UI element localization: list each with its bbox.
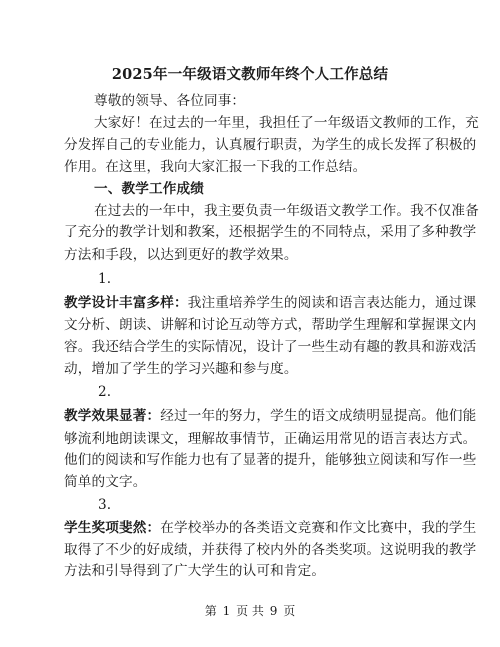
section-body-line-3: 方法和手段，以达到更好的教学效果。 xyxy=(64,246,298,263)
intro-line-2: 分发挥自己的专业能力，认真履行职责，为学生的成长发挥了积极的 xyxy=(64,136,477,153)
item-text: 经过一年的努力，学生的语文成绩明显提高。他们能 xyxy=(160,408,477,425)
footer-page-number: 1 xyxy=(222,604,231,618)
page-footer xyxy=(0,602,500,619)
footer-middle: 页 共 xyxy=(236,604,264,618)
item-line: 简单的文字。 xyxy=(64,473,147,490)
item-line: 文分析、朗读、讲解和讨论互动等方式，帮助学生理解和掌握课文内 xyxy=(64,317,477,334)
intro-line-3: 作用。在这里，我向大家汇报一下我的工作总结。 xyxy=(64,159,367,176)
item-label: 学生奖项斐然： xyxy=(64,520,161,537)
section-heading: 一、教学工作成绩 xyxy=(94,180,204,197)
footer-prefix: 第 xyxy=(204,604,217,618)
item-line: 他们的阅读和写作能力也有了显著的提升，能够独立阅读和写作一些 xyxy=(64,452,477,469)
item-line: 够流利地朗读课文，理解故事情节，正确运用常见的语言表达方式。 xyxy=(64,430,477,447)
footer-total-pages: 9 xyxy=(269,604,278,618)
item-line: 动，增加了学生的学习兴趣和参与度。 xyxy=(64,361,298,378)
item-number: 2. xyxy=(98,384,112,401)
item-line: 容。我还结合学生的实际情况，设计了一些生动有趣的教具和游戏活 xyxy=(64,338,477,355)
item-label: 教学效果显著： xyxy=(64,408,161,425)
section-body-line-1: 在过去的一年中，我主要负责一年级语文教学工作。我不仅准备 xyxy=(94,202,479,219)
item-first-line xyxy=(64,519,476,537)
item-first-line xyxy=(64,407,476,425)
salutation: 尊敬的领导、各位同事： xyxy=(94,93,246,109)
intro-line-1: 大家好！在过去的一年里，我担任了一年级语文教师的工作，充 xyxy=(94,115,479,132)
item-text: 我注重培养学生的阅读和语言表达能力，通过课 xyxy=(187,294,477,311)
document-title: 2025年一年级语文教师年终个人工作总结 xyxy=(111,66,389,83)
item-text: 在学校举办的各类语文竞赛和作文比赛中，我的学生 xyxy=(160,520,477,537)
item-line: 取得了不少的好成绩，并获得了校内外的各类奖项。这说明我的教学 xyxy=(64,541,477,558)
item-line: 方法和引导得到了广大学生的认可和肯定。 xyxy=(64,563,326,579)
section-body-line-2: 了充分的教学计划和教案，还根据学生的不同特点，采用了多种教学 xyxy=(64,224,477,241)
item-label: 教学设计丰富多样： xyxy=(64,294,188,311)
item-first-line xyxy=(64,294,476,312)
item-number: 3. xyxy=(98,496,112,513)
footer-suffix: 页 xyxy=(283,604,296,618)
item-number: 1. xyxy=(98,270,112,287)
